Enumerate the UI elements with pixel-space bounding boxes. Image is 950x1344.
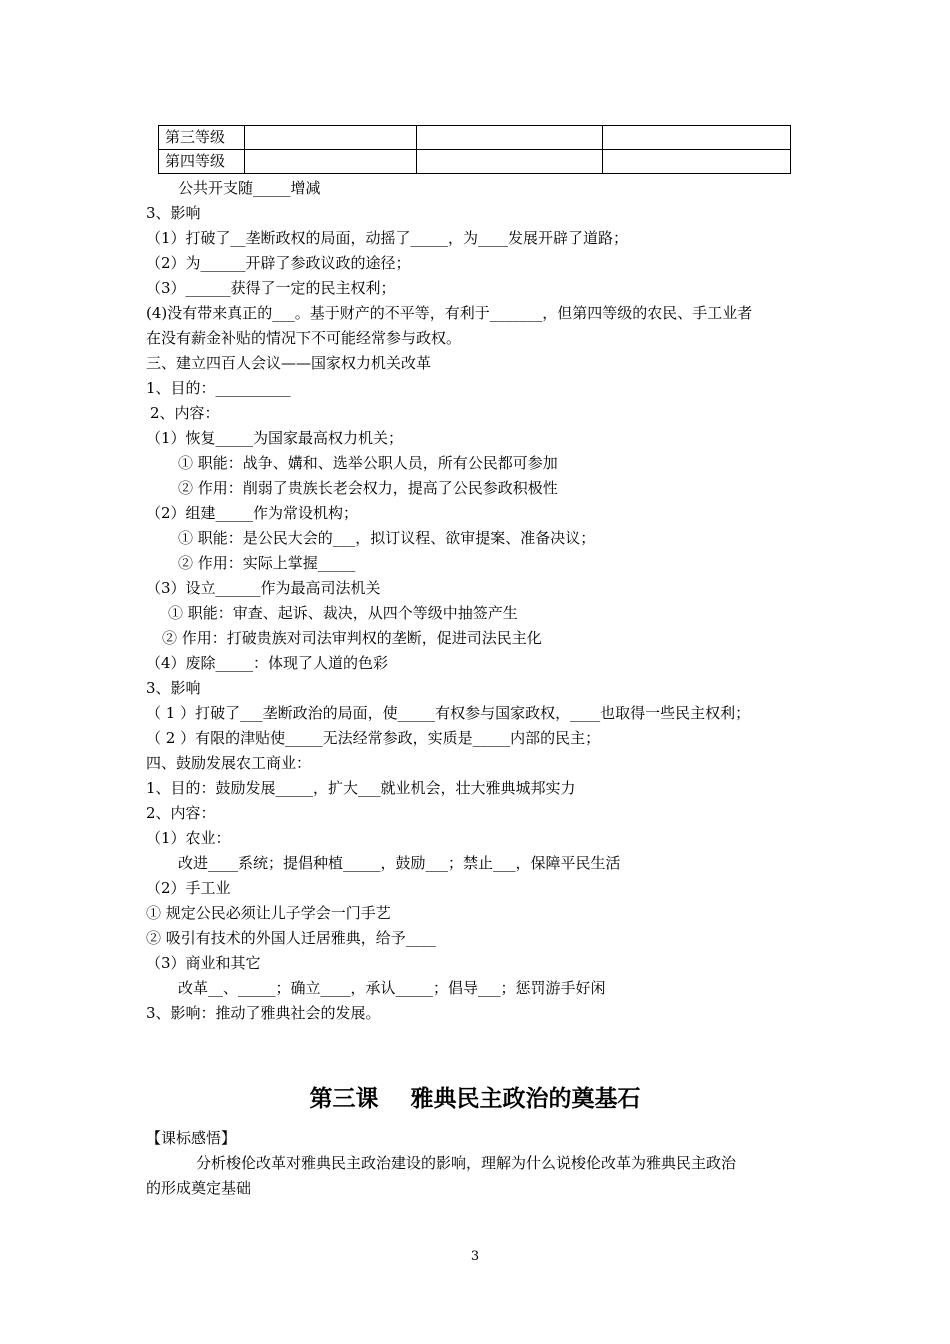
- text-line: （ 1 ）打破了___垄断政治的局面，使_____有权参与国家政权，____也取得一些民主权利；: [146, 704, 751, 722]
- text-line: （3）商业和其它: [146, 954, 261, 972]
- text-line: ① 职能：战争、媾和、选举公职人员，所有公民都可参加: [178, 454, 558, 472]
- text-line: ① 规定公民必须让儿子学会一门手艺: [146, 904, 391, 922]
- table-cell: [603, 150, 791, 174]
- table-cell: 第四等级: [159, 150, 245, 174]
- section-heading: 三、建立四百人会议——国家权力机关改革: [146, 354, 432, 372]
- text-line: （1）农业：: [146, 829, 231, 847]
- text-line: ② 作用：打破贵族对司法审判权的垄断，促进司法民主化: [162, 629, 542, 647]
- text-line: （2）手工业: [146, 879, 231, 897]
- text-line: ② 作用：实际上掌握_____: [178, 554, 356, 572]
- text-line: （2）组建_____作为常设机构；: [146, 504, 359, 522]
- table-row: [159, 150, 791, 174]
- table-cell: [603, 126, 791, 150]
- lesson-title: 第三课 雅典民主政治的奠基石: [309, 1086, 641, 1112]
- text-line: 2、内容：: [146, 804, 216, 822]
- text-line: 改革__、_____；确立____，承认_____；倡导___；惩罚游手好闲: [178, 979, 606, 997]
- text-line: （1）打破了__垄断政权的局面，动摇了_____，为____发展开辟了道路；: [146, 229, 629, 247]
- text-line: (4)没有带来真正的___。基于财产的不平等，有利于_______，但第四等级的农民、手工业者: [146, 304, 753, 322]
- text-line: 在没有薪金补贴的情况下不可能经常参与政权。: [146, 329, 462, 347]
- page-number: 3: [470, 1249, 480, 1264]
- text-line: （2）为______开辟了参政议政的途径；: [146, 254, 411, 272]
- paragraph-line: 的形成奠定基础: [146, 1179, 252, 1197]
- table-cell: [245, 150, 417, 174]
- table-cell: 第三等级: [159, 126, 245, 150]
- paragraph-line: 分析梭伦改革对雅典民主政治建设的影响，理解为什么说梭伦改革为雅典民主政治: [196, 1154, 737, 1172]
- text-line: （3）______获得了一定的民主权利；: [146, 279, 396, 297]
- text-line: 改进____系统；提倡种植_____，鼓励___；禁止___，保障平民生活: [178, 854, 621, 872]
- table-cell: [245, 126, 417, 150]
- text-line: 公共开支随_____增减: [178, 179, 321, 197]
- text-line: （3）设立______作为最高司法机关: [146, 579, 381, 597]
- text-line: ② 作用：削弱了贵族长老会权力，提高了公民参政积极性: [178, 479, 558, 497]
- table-row: [159, 126, 791, 150]
- text-line: 2、内容：: [150, 404, 220, 422]
- text-line: （4）废除_____：体现了人道的色彩: [146, 654, 389, 672]
- text-line: ① 职能：是公民大会的___，拟订议程、欲审提案、准备决议；: [178, 529, 596, 547]
- text-line: （ 2 ）有限的津贴使_____无法经常参政，实质是_____内部的民主；: [146, 729, 601, 747]
- text-line: ① 职能：审查、起诉、裁决，从四个等级中抽签产生: [168, 604, 518, 622]
- section-heading: 四、鼓励发展农工商业：: [146, 754, 312, 772]
- section-heading: 3、影响: [146, 204, 201, 222]
- text-line: 3、影响：推动了雅典社会的发展。: [146, 1004, 381, 1022]
- text-line: ② 吸引有技术的外国人迁居雅典，给予____: [146, 929, 436, 947]
- section-heading: 3、影响: [146, 679, 201, 697]
- table-cell: [417, 126, 603, 150]
- section-header: 【课标感悟】: [146, 1129, 237, 1147]
- class-table: [158, 125, 791, 174]
- text-line: 1、目的：__________: [146, 379, 291, 397]
- text-line: （1）恢复_____为国家最高权力机关；: [146, 429, 404, 447]
- text-line: 1、目的：鼓励发展_____，扩大___就业机会，壮大雅典城邦实力: [146, 779, 576, 797]
- table-cell: [417, 150, 603, 174]
